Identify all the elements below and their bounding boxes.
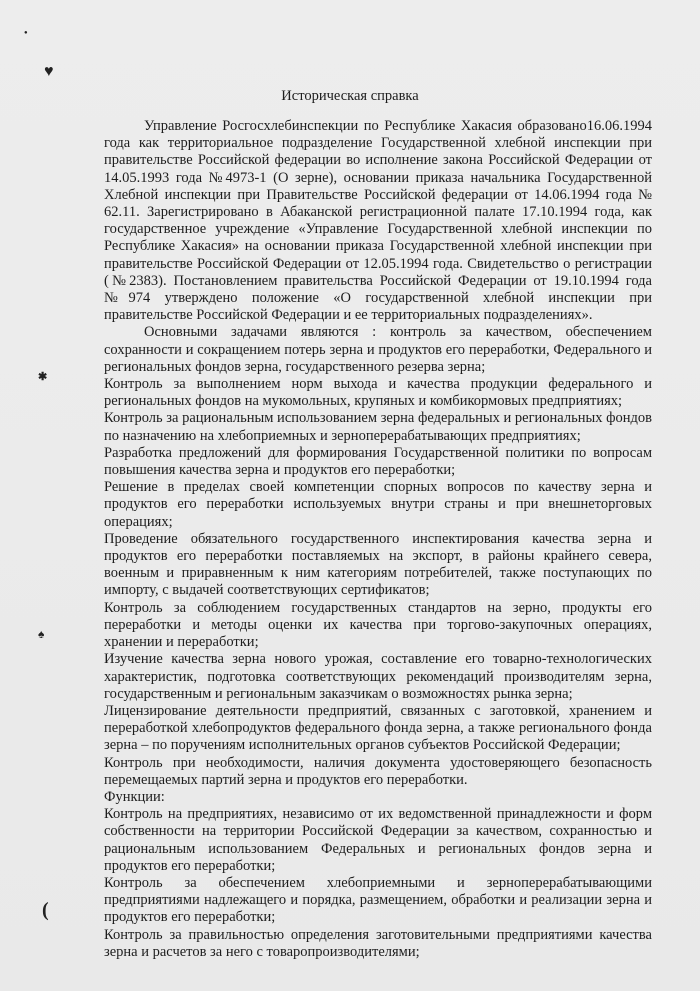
paragraph: Контроль за выполнением норм выхода и качества продукции федерального и региональных фондов на мукомольных, крупяных и комбикормовых предприятиях; — [104, 376, 652, 410]
paragraph: Функции: — [104, 788, 165, 805]
paragraph: Управление Росгосхлебинспекции по Республике Хакасия образовано16.06.1994 года как территориальное подразделение Государственной хлебной инспекции при правительстве Российской федерации во исполнение закона Российской Федерации от 14.05.1993 года №4973-1 (О зерне), основании приказа начальника Государственной Хлебной инспекции при Правительстве Российской федерации от 14.06.1994 года № 62.11. Зарегистрировано в Абаканской регистрационной палате 17.10.1994 года, как государственное учреждение «Управление Государственной хлебной инспекции по Республике Хакасия» на основании приказа Государственной хлебной инспекции при правительстве Российской Федерации от 12.05.1994 года. Свидетельство о регистрации (№2383). Постановлением правительства Российской Федерации от 19.10.1994 года №974 утверждено положение «О государственной хлебной инспекции при правительстве Российской Федерации и ее территориальных подразделениях». — [104, 118, 652, 324]
document-title: Историческая справка — [281, 88, 419, 104]
punch-hole-mark: ♥ — [44, 63, 54, 80]
document-body — [104, 118, 652, 961]
paragraph: Контроль за соблюдением государственных стандартов на зерно, продукты его переработки и методы оценки их качества при торгово-закупочных операциях, хранении и переработки; — [104, 599, 652, 651]
paragraph: Решение в пределах своей компетенции спорных вопросов по качеству зерна и продуктов его переработки используемых внутри страны и при внешнеторговых операциях; — [104, 479, 652, 530]
paragraph: Контроль за рациональным использованием зерна федеральных и региональных фондов по назначению на хлебоприемных и зерноперерабатывающих предприятиях; — [104, 410, 652, 444]
paragraph: Разработка предложений для формирования Государственной политики по вопросам повышения качества зерна и продуктов его переработки; — [104, 444, 652, 479]
paragraph: Проведение обязательного государственного инспектирования качества зерна и продуктов его переработки поставляемых на экспорт, в районы крайнего севера, военным и приравненным к ним категориям потребителей, также поступающих по импорту, с выдачей соответствующих сертификатов; — [104, 530, 652, 599]
paragraph: Основными задачами являются : контроль за качеством, обеспечением сохранности и сокращением потерь зерна и продуктов его переработки, Федерального и региональных фондов зерна, государственного резерва зерна; — [104, 324, 652, 375]
paragraph: Контроль на предприятиях, независимо от их ведомственной принадлежности и форм собственности на территории Российской Федерации за качеством, сохранностью и рациональным использованием Федеральных и региональных фондов зерна и продуктов его переработки; — [104, 806, 652, 874]
paragraph: Изучение качества зерна нового урожая, составление его товарно-технологических характеристик, подготовка соответствующих рекомендаций производителям зерна, государственным и региональным заказчикам о возможностях рынка зерна; — [104, 651, 652, 702]
paragraph: Контроль при необходимости, наличия документа удостоверяющего безопасность перемещаемых партий зерна и продуктов его переработки. — [104, 754, 652, 788]
paragraph: Контроль за обеспечением хлебоприемными и зерноперерабатывающими предприятиями надлежащего и порядка, размещением, обработки и реализации зерна и продуктов его переработки; — [104, 874, 652, 926]
paragraph: Лицензирование деятельности предприятий, связанных с заготовкой, хранением и переработкой хлебопродуктов федерального фонда зерна, а также регионального фонда зерна – по поручениям исполнительных органов субъектов Российской Федерации; — [104, 702, 652, 754]
punch-hole-mark: ( — [42, 899, 49, 921]
paragraph: Контроль за правильностью определения заготовительными предприятиями качества зерна и расчетов за него с товаропроизводителями; — [104, 926, 652, 960]
punch-hole-mark: ♠ — [38, 627, 45, 641]
scan-speck: ● — [24, 30, 28, 36]
punch-hole-mark: ✱ — [38, 371, 48, 383]
